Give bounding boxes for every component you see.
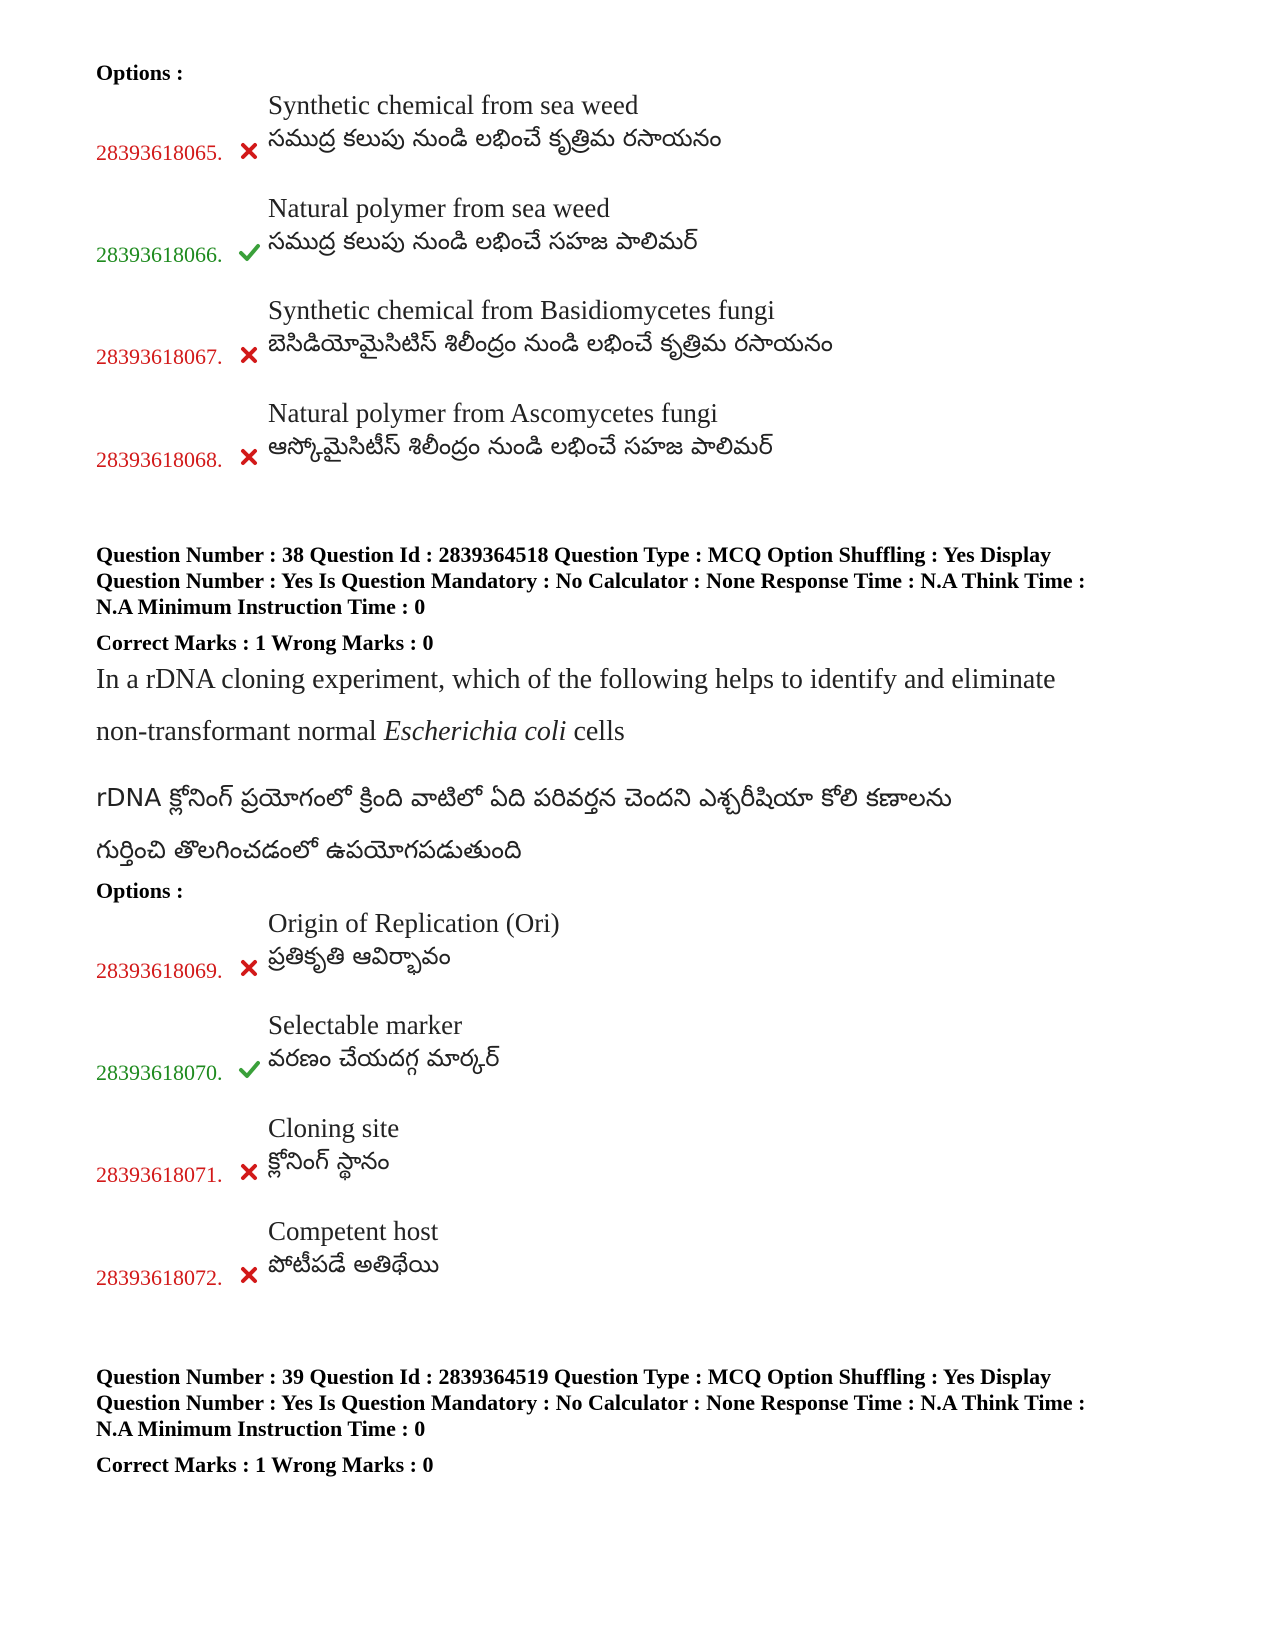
options-label: Options : [96, 60, 184, 85]
option-text-en: Synthetic chemical from Basidiomycetes fungi [268, 295, 775, 325]
question-meta-line: Question Number : Yes Is Question Mandatory : No Calculator : None Response Time : N.A Think Time : [96, 1390, 1086, 1415]
question-text-segment: non-transformant normal [96, 716, 384, 747]
option-id: 28393618071. [96, 1162, 223, 1187]
check-icon [238, 241, 260, 263]
option-text-te: సముద్ర కలుపు నుండి లభించే కృత్రిమ రసాయనం [268, 124, 722, 152]
options-label: Options : [96, 878, 184, 903]
question-meta-line: Question Number : 38 Question Id : 2839364518 Question Type : MCQ Option Shuffling : Yes Display [96, 542, 1052, 567]
question-meta [96, 1364, 1196, 1442]
cross-icon [238, 957, 260, 979]
option-text-te: ప్రతికృతి ఆవిర్భావం [268, 942, 451, 970]
option-id: 28393618070. [96, 1060, 223, 1085]
question-marks: Correct Marks : 1 Wrong Marks : 0 [96, 630, 434, 655]
question-text-en-line2 [96, 716, 625, 748]
option-text-te: పోటీపడే అతిథేయి [268, 1250, 440, 1278]
option-id: 28393618069. [96, 958, 223, 983]
option-text-te: క్లోనింగ్ స్థానం [268, 1147, 390, 1175]
option-text-en: Cloning site [268, 1113, 400, 1143]
option-id: 28393618066. [96, 242, 223, 267]
option-text-en: Synthetic chemical from sea weed [268, 90, 639, 120]
option-text-te: వరణం చేయదగ్గ మార్కర్ [268, 1044, 500, 1072]
option-id: 28393618065. [96, 140, 223, 165]
species-name: Escherichia coli [383, 716, 567, 747]
question-text-segment: cells [566, 716, 625, 747]
option-text-en: Natural polymer from sea weed [268, 193, 610, 223]
question-meta-line: Question Number : Yes Is Question Mandatory : No Calculator : None Response Time : N.A Think Time : [96, 568, 1086, 593]
question-marks: Correct Marks : 1 Wrong Marks : 0 [96, 1452, 434, 1477]
question-text-te-line2: గుర్తించి తొలగించడంలో ఉపయోగపడుతుంది [96, 835, 522, 864]
question-meta [96, 542, 1196, 620]
cross-icon [238, 446, 260, 468]
cross-icon [238, 344, 260, 366]
option-id: 28393618068. [96, 447, 223, 472]
cross-icon [238, 1161, 260, 1183]
question-meta-line: N.A Minimum Instruction Time : 0 [96, 1416, 426, 1441]
option-id: 28393618072. [96, 1265, 223, 1290]
question-meta-line: Question Number : 39 Question Id : 2839364519 Question Type : MCQ Option Shuffling : Yes Display [96, 1364, 1052, 1389]
option-id: 28393618067. [96, 344, 223, 369]
cross-icon [238, 1264, 260, 1286]
option-text-te: బెసిడియోమైసిటిస్ శిలీంద్రం నుండి లభించే కృత్రిమ రసాయనం [268, 329, 833, 357]
cross-icon [238, 140, 260, 162]
question-text-en-line1: In a rDNA cloning experiment, which of the following helps to identify and eliminate [96, 664, 1056, 695]
check-icon [238, 1058, 260, 1080]
question-text-te-line1: rDNA క్లోనింగ్ ప్రయోగంలో క్రింది వాటిలో ఏది పరివర్తన చెందని ఎశ్చరీషియా కోలి కణాలను [96, 783, 952, 812]
option-text-en: Origin of Replication (Ori) [268, 908, 560, 938]
option-text-en: Competent host [268, 1216, 439, 1246]
option-text-te: ఆస్కోమైసిటీస్ శిలీంద్రం నుండి లభించే సహజ పాలిమర్ [268, 432, 773, 460]
question-meta-line: N.A Minimum Instruction Time : 0 [96, 594, 426, 619]
option-text-te: సముద్ర కలుపు నుండి లభించే సహజ పాలిమర్ [268, 227, 698, 255]
option-text-en: Selectable marker [268, 1010, 463, 1040]
option-text-en: Natural polymer from Ascomycetes fungi [268, 398, 718, 428]
